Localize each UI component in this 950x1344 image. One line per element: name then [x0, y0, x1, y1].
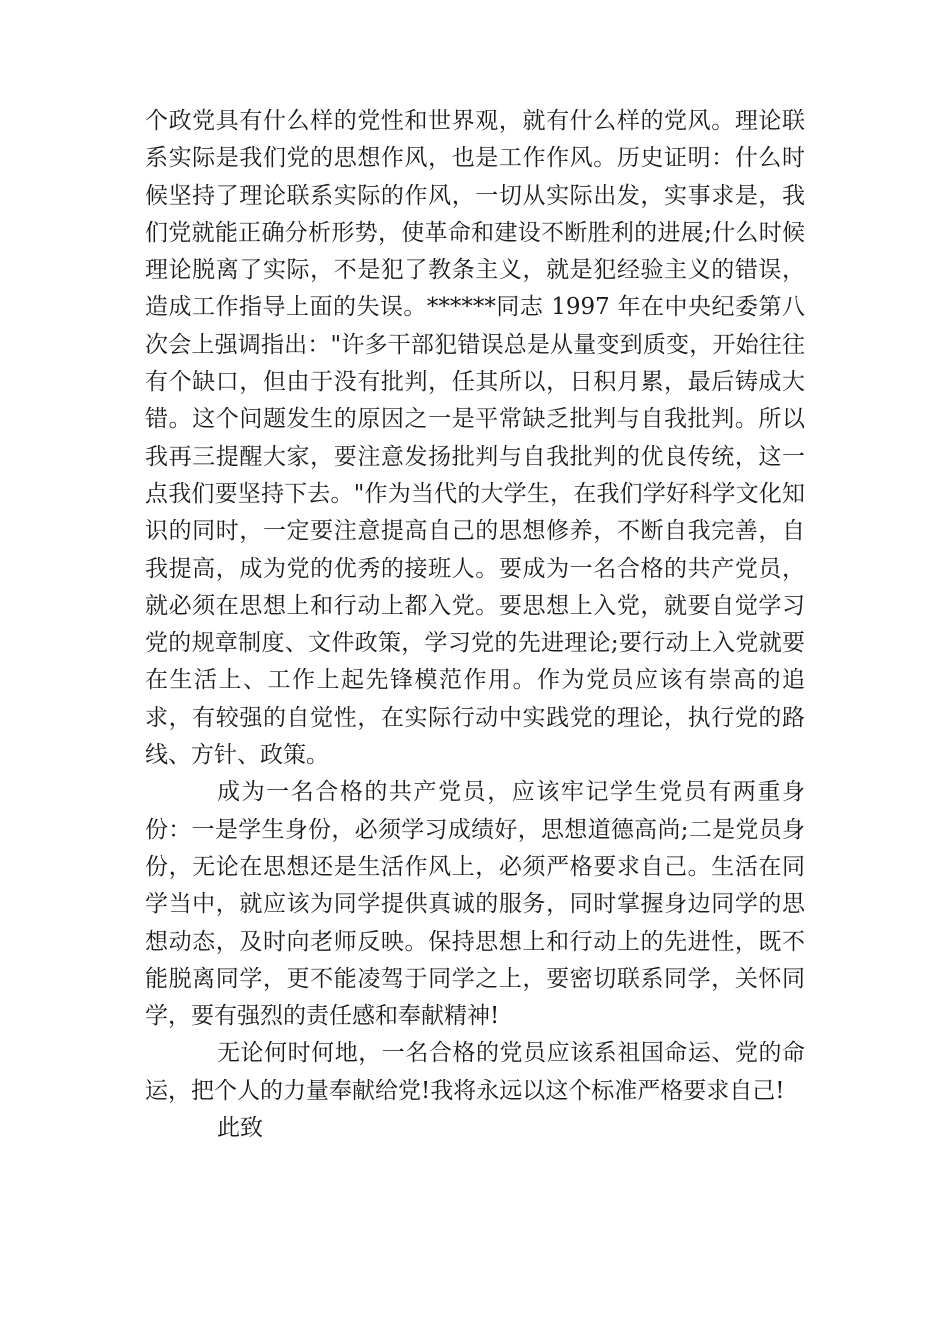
paragraph-3: 无论何时何地，一名合格的党员应该系祖国命运、党的命运，把个人的力量奉献给党!我将永远以这个标准严格要求自己!	[145, 1040, 805, 1104]
closing-salutation: 此致	[217, 1115, 263, 1142]
document-body	[145, 103, 805, 1147]
paragraph-2: 成为一名合格的共产党员，应该牢记学生党员有两重身份：一是学生身份，必须学习成绩好，思想道德高尚;二是党员身份，无论在思想还是生活作风上，必须严格要求自己。生活在同学当中，就应该为同学提供真诚的服务，同时掌握身边同学的思想动态，及时向老师反映。保持思想上和行动上的先进性，既不能脱离同学，更不能凌驾于同学之上，要密切联系同学，关怀同学，要有强烈的责任感和奉献精神!	[145, 779, 805, 1030]
paragraph-1: 个政党具有什么样的党性和世界观，就有什么样的党风。理论联系实际是我们党的思想作风，也是工作作风。历史证明：什么时候坚持了理论联系实际的作风，一切从实际出发，实事求是，我们党就能正确分析形势，使革命和建设不断胜利的进展;什么时候理论脱离了实际，不是犯了教条主义，就是犯经验主义的错误，造成工作指导上面的失误。******同志 1997 年在中央纪委第八次会上强调指出："许多干部犯错误总是从量变到质变，开始往往有个缺口，但由于没有批判，任其所以，日积月累，最后铸成大错。这个问题发生的原因之一是平常缺乏批判与自我批判。所以我再三提醒大家，要注意发扬批判与自我批判的优良传统，这一点我们要坚持下去。"作为当代的大学生，在我们学好科学文化知识的同时，一定要注意提高自己的思想修养，不断自我完善，自我提高，成为党的优秀的接班人。要成为一名合格的共产党员，就必须在思想上和行动上都入党。要思想上入党，就要自觉学习党的规章制度、文件政策，学习党的先进理论;要行动上入党就要在生活上、工作上起先锋模范作用。作为党员应该有崇高的追求，有较强的自觉性，在实际行动中实践党的理论，执行党的路线、方针、政策。	[145, 108, 805, 769]
